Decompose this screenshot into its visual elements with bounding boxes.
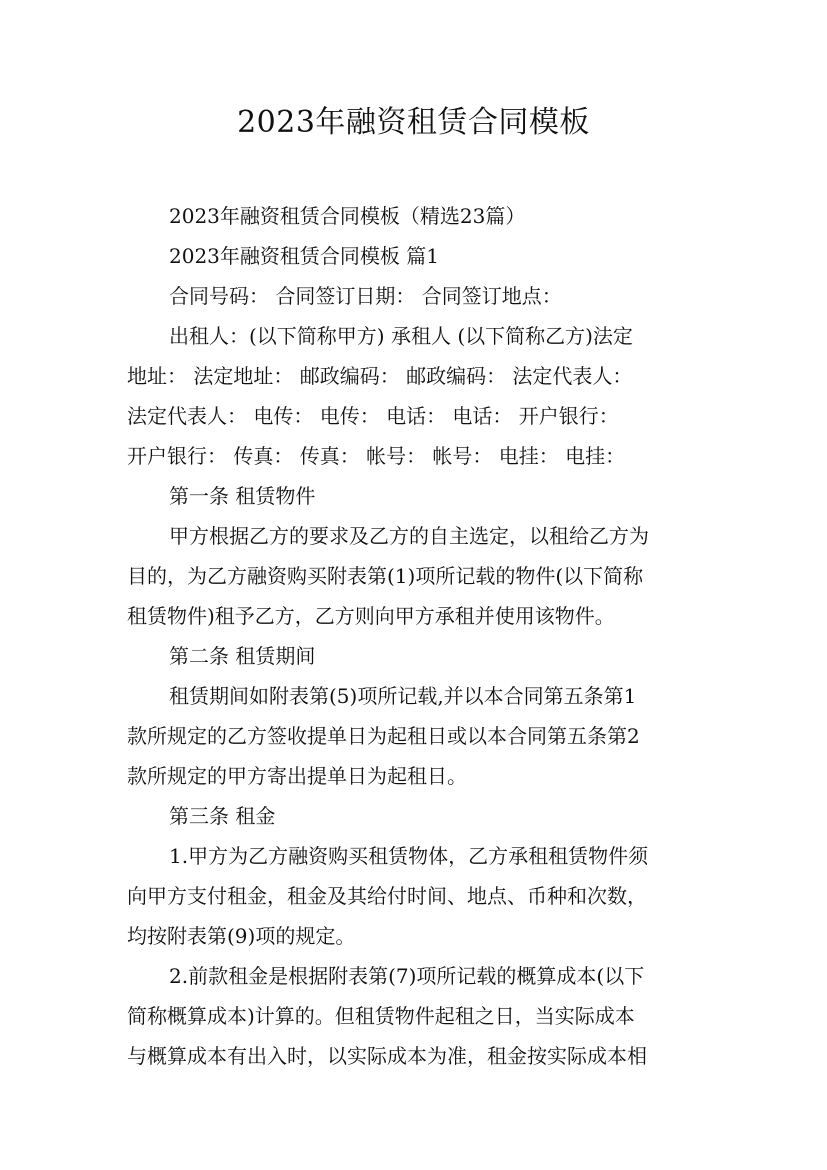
body-line: 出租人：(以下简称甲方) 承租人 (以下简称乙方)法定 <box>169 324 633 348</box>
body-line: 款所规定的甲方寄出提单日为起租日。 <box>127 764 467 788</box>
section-heading: 第一条 租赁物件 <box>169 484 316 508</box>
section-heading: 第三条 租金 <box>169 804 276 828</box>
body-line: 2023年融资租赁合同模板（精选23篇） <box>169 204 526 228</box>
body-line: 2.前款租金是根据附表第(7)项所记载的概算成本(以下 <box>169 964 645 988</box>
body-line: 目的，为乙方融资购买附表第(1)项所记载的物件(以下简称 <box>127 564 644 588</box>
body-line <box>127 396 717 436</box>
body-line: 与概算成本有出入时，以实际成本为准，租金按实际成本相 <box>127 1044 647 1068</box>
body-line: 2023年融资租赁合同模板 篇1 <box>169 244 439 268</box>
body-line: 租赁物件)租予乙方，乙方则向甲方承租并使用该物件。 <box>127 604 615 628</box>
body-line-text: 地址： 法定地址： 邮政编码： 邮政编码： 法定代表人： <box>127 364 633 388</box>
body-line: 向甲方支付租金，租金及其给付时间、地点、币种和次数， <box>127 884 647 908</box>
body-line <box>127 356 717 396</box>
section-heading: 第二条 租赁期间 <box>169 644 316 668</box>
body-line-text: 开户银行： 传真： 传真： 帐号： 帐号： 电挂： 电挂： <box>127 444 626 468</box>
body-line: 甲方根据乙方的要求及乙方的自主选定，以租给乙方为 <box>169 524 649 548</box>
body-line: 合同号码： 合同签订日期： 合同签订地点： <box>169 284 562 308</box>
body-line: 1.甲方为乙方融资购买租赁物体，乙方承租租赁物件须 <box>169 844 649 868</box>
document-body <box>127 196 717 1076</box>
body-line-text: 法定代表人： 电传： 电传： 电话： 电话： 开户银行： <box>127 404 619 428</box>
body-line: 款所规定的乙方签收提单日为起租日或以本合同第五条第2 <box>127 724 640 748</box>
document-title: 2023年融资租赁合同模板 <box>237 105 590 140</box>
body-line: 租赁期间如附表第(5)项所记载,并以本合同第五条第1 <box>169 684 637 708</box>
body-line: 均按附表第(9)项的规定。 <box>127 924 356 948</box>
body-line <box>127 436 717 476</box>
body-line: 简称概算成本)计算的。但租赁物件起租之日，当实际成本 <box>127 1004 635 1028</box>
